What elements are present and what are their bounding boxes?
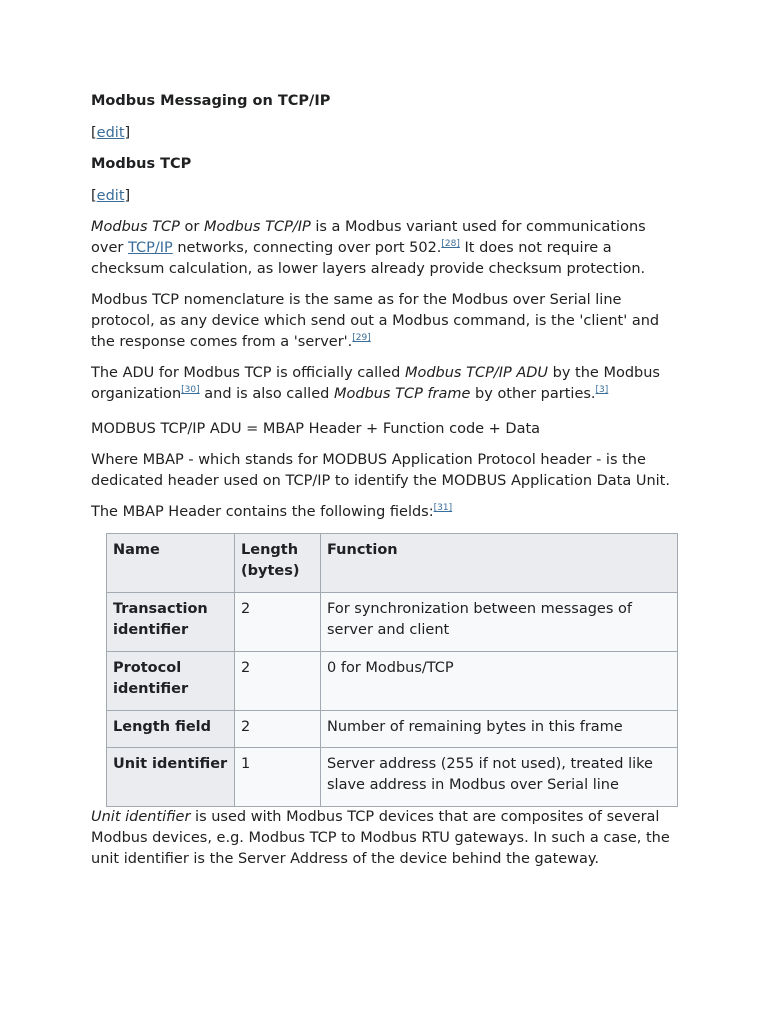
paragraph-unit-identifier [91, 807, 679, 870]
text: or [179, 219, 204, 235]
text: by other parties. [470, 386, 596, 402]
paragraph-adu-formula: MODBUS TCP/IP ADU = MBAP Header + Function code + Data [91, 421, 541, 437]
row-function: For synchronization between messages of server and client [321, 593, 678, 652]
column-header-name: Name [107, 534, 235, 593]
row-name: Length field [107, 711, 235, 748]
table-row [107, 652, 678, 711]
term-frame: Modbus TCP frame [333, 386, 471, 402]
row-length: 2 [235, 652, 321, 711]
column-header-length: Length (bytes) [235, 534, 321, 593]
text: is used with Modbus TCP devices that are composites of several Modbus devices, e.g. Modbus TCP to Modbus RTU gateways. In such a case, the unit identifier is the Server Address of the device behind the gateway. [91, 809, 670, 867]
text: and is also called [199, 386, 334, 402]
reference-3[interactable]: [3] [595, 385, 609, 396]
text: The ADU for Modbus TCP is officially called [91, 365, 405, 381]
column-header-function: Function [321, 534, 678, 593]
table-row [107, 711, 678, 748]
reference-28[interactable]: [28] [441, 239, 460, 250]
row-name: Unit identifier [107, 748, 235, 807]
paragraph-mbap-fields [91, 502, 679, 523]
text: The MBAP Header contains the following fields: [91, 504, 434, 520]
tcp-ip-link[interactable]: TCP/IP [127, 240, 173, 256]
term-modbus-tcp-ip: Modbus TCP/IP [203, 219, 311, 235]
row-length: 2 [235, 593, 321, 652]
row-length: 1 [235, 748, 321, 807]
table-row [107, 748, 678, 807]
row-function: Number of remaining bytes in this frame [321, 711, 678, 748]
paragraph-mbap: Where MBAP - which stands for MODBUS Application Protocol header - is the dedicated header used on TCP/IP to identify the MODBUS Application Data Unit. [91, 452, 670, 489]
paragraph-adu [91, 363, 679, 405]
table-row [107, 593, 678, 652]
edit-subsection-link[interactable]: edit [96, 188, 125, 204]
row-name: Transaction identifier [107, 593, 235, 652]
term-modbus-tcp: Modbus TCP [91, 219, 180, 235]
text: networks, connecting over port 502. [172, 240, 442, 256]
text: is a Modbus variant used for communications over [91, 219, 646, 256]
mbap-header-table [106, 533, 678, 807]
text: by the Modbus organization [91, 365, 660, 402]
paragraph-intro [91, 217, 679, 280]
text: It does not require a checksum calculation, as lower layers already provide checksum protection. [91, 240, 646, 277]
reference-30[interactable]: [30] [181, 385, 200, 396]
row-length: 2 [235, 711, 321, 748]
edit-section-link[interactable]: edit [96, 125, 125, 141]
subsection-heading: Modbus TCP [91, 156, 192, 172]
paragraph-nomenclature [91, 290, 679, 353]
reference-29[interactable]: [29] [352, 333, 371, 344]
row-function: Server address (255 if not used), treated like slave address in Modbus over Serial line [321, 748, 678, 807]
term-unit-identifier: Unit identifier [91, 809, 191, 825]
section-heading: Modbus Messaging on TCP/IP [91, 93, 331, 109]
edit-section-link-wrapper: [edit] [91, 125, 131, 141]
term-adu: Modbus TCP/IP ADU [404, 365, 549, 381]
row-name: Protocol identifier [107, 652, 235, 711]
edit-subsection-link-wrapper: [edit] [91, 188, 131, 204]
row-function: 0 for Modbus/TCP [321, 652, 678, 711]
reference-31[interactable]: [31] [433, 503, 453, 514]
text: Modbus TCP nomenclature is the same as for the Modbus over Serial line protocol, as any device which send out a Modbus command, is the 'client' and the response comes from a 'server'. [91, 292, 660, 350]
